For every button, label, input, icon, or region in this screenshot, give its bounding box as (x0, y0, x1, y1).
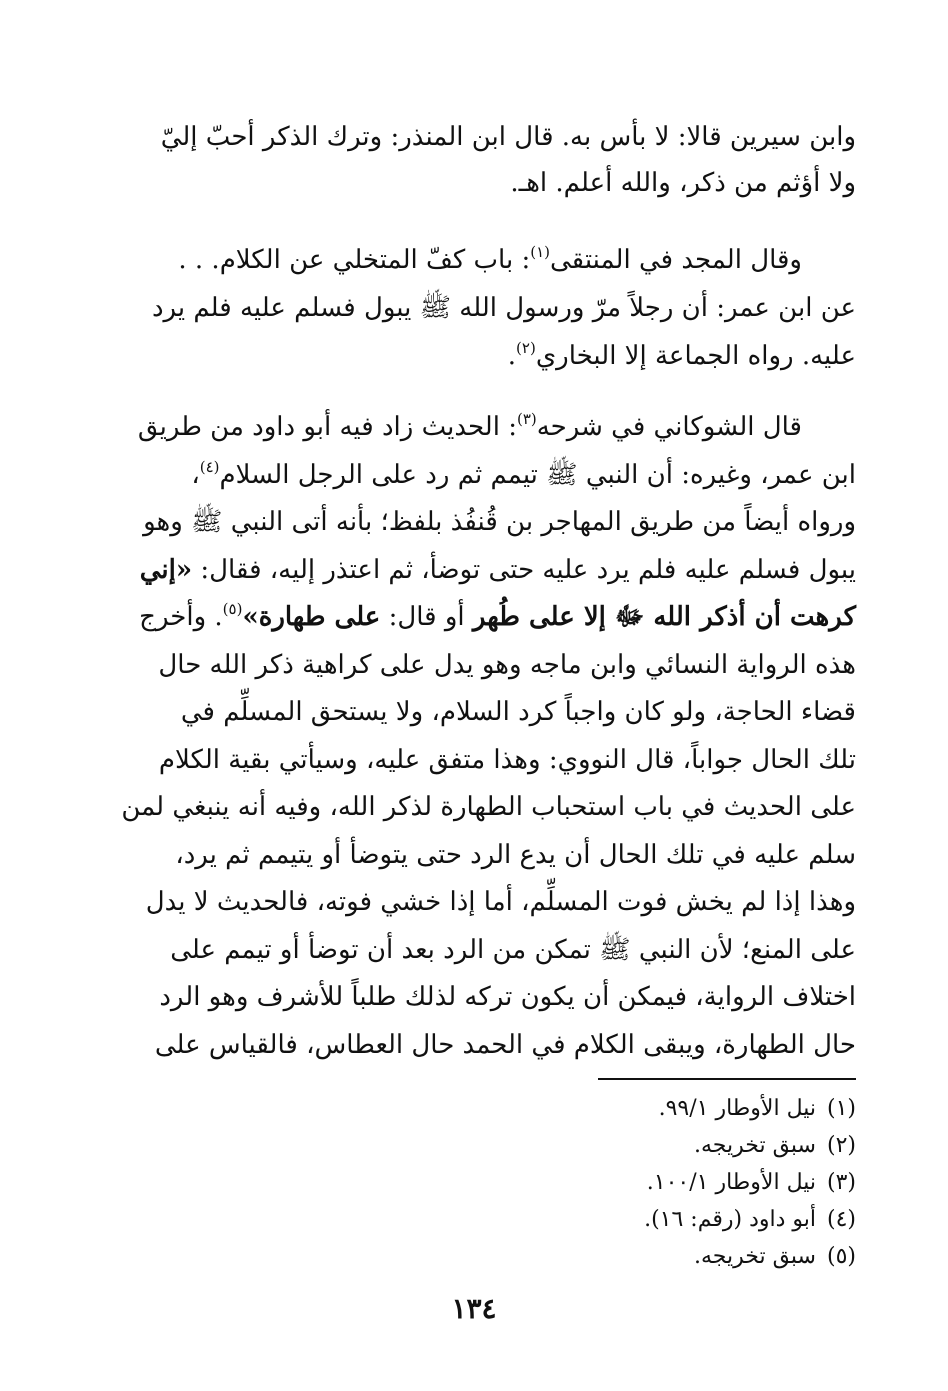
text-run: أو قال: (388, 602, 465, 632)
text-line: عن ابن عمر: أن رجلاً مرّ ورسول الله ﷺ يبول فسلم عليه فلم يرد (151, 293, 856, 323)
footnote-text: نيل الأوطار ١٠٠/١. (646, 1170, 816, 1195)
text-line: وهذا إذا لم يخش فوت المسلِّم، أما إذا خشي فوته، فالحديث لا يدل (145, 887, 856, 917)
footnote-number: (٥) (826, 1244, 856, 1269)
footnote-item (336, 1201, 856, 1238)
text-line (108, 404, 856, 452)
footnote-ref[interactable]: (٤) (199, 457, 220, 476)
text-run: : باب كفّ المتخلي عن الكلام. . . (178, 245, 531, 275)
footnote-ref[interactable]: (٢) (516, 339, 536, 357)
footnote-item (336, 1090, 856, 1127)
text-line (108, 332, 856, 380)
text-run: وقال المجد في المنتقى (550, 245, 802, 275)
text-line: تلك الحال جواباً، قال النووي: وهذا متفق عليه، وسيأتي بقية الكلام (158, 744, 856, 775)
footnote-ref[interactable]: (٥) (222, 600, 243, 618)
text-run: . (507, 341, 517, 371)
text-line (108, 594, 856, 642)
footnote-text: سبق تخريجه. (694, 1244, 816, 1269)
text-line: سلم عليه في تلك الحال أن يدع الرد حتى يتوضأ أو يتيمم ثم يرد، (175, 839, 856, 870)
footnote-divider (598, 1078, 856, 1080)
footnotes (336, 1090, 856, 1275)
hadith-quote: «إني (139, 554, 193, 585)
text-line: ولا أؤثم من ذكر، والله أعلم. اهـ. (510, 168, 856, 198)
paragraph-1 (108, 114, 856, 206)
text-line: هذه الرواية النسائي وابن ماجه وهو يدل على كراهية ذكر الله حال (158, 649, 856, 680)
text-line: حال الطهارة، ويبقى الكلام في الحمد حال العطاس، فالقياس على (154, 1029, 856, 1060)
footnote-number: (٣) (826, 1170, 856, 1195)
text-line: ورواه أيضاً من طريق المهاجر بن قُنفُذ بلفظ؛ بأنه أتى النبي ﷺ وهو (143, 507, 856, 537)
paragraph-2 (108, 236, 856, 380)
page-number: ١٣٤ (451, 1292, 497, 1325)
text-line (108, 452, 856, 500)
text-line: اختلاف الرواية، فيمكن أن يكون تركه لذلك طلباً للأشرف وهو الرد (159, 982, 856, 1012)
text-run: ابن عمر، وغيره: أن النبي ﷺ تيمم ثم رد على الرجل السلام (219, 459, 856, 490)
footnote-item (336, 1238, 856, 1275)
text-line (108, 547, 856, 595)
text-run: قال الشوكاني في شرحه (536, 412, 802, 442)
footnote-number: (٤) (826, 1207, 856, 1232)
footnote-text: أبو داود (رقم: ١٦). (644, 1207, 816, 1232)
footnote-text: نيل الأوطار ٩٩/١. (658, 1096, 816, 1121)
text-line: على المنع؛ لأن النبي ﷺ تمكن من الرد بعد أن توضأ أو تيمم على (170, 934, 856, 965)
footnote-number: (٢) (826, 1133, 856, 1158)
text-run: يبول فسلم عليه فلم يرد عليه حتى توضأ، ثم اعتذر إليه، فقال: (200, 554, 856, 585)
hadith-quote: كرهت أن أذكر الله ﷻ إلا على طُهر (472, 602, 856, 632)
text-run: : الحديث زاد فيه أبو داود من طريق (137, 412, 517, 442)
footnote-item (336, 1127, 856, 1164)
text-line: على الحديث في باب استحباب الطهارة لذكر الله، وفيه أنه ينبغي لمن (121, 792, 856, 822)
text-line (108, 236, 856, 284)
text-line: قضاء الحاجة، ولو كان واجباً كرد السلام، ولا يستحق المسلِّم في (180, 697, 856, 727)
footnote-ref[interactable]: (١) (530, 243, 550, 261)
text-run: ، (191, 459, 200, 490)
text-line: وابن سيرين قالا: لا بأس به. قال ابن المنذر: وترك الذكر أحبّ إليّ (160, 122, 856, 152)
footnote-text: سبق تخريجه. (694, 1133, 816, 1158)
footnote-item (336, 1164, 856, 1201)
footnote-ref[interactable]: (٣) (516, 410, 537, 428)
paragraph-3 (108, 404, 856, 1069)
hadith-quote: على طهارة» (242, 602, 381, 632)
text-run: عليه. رواه الجماعة إلا البخاري (535, 341, 856, 371)
footnote-number: (١) (826, 1096, 856, 1121)
text-run: . وأخرج (139, 602, 223, 632)
